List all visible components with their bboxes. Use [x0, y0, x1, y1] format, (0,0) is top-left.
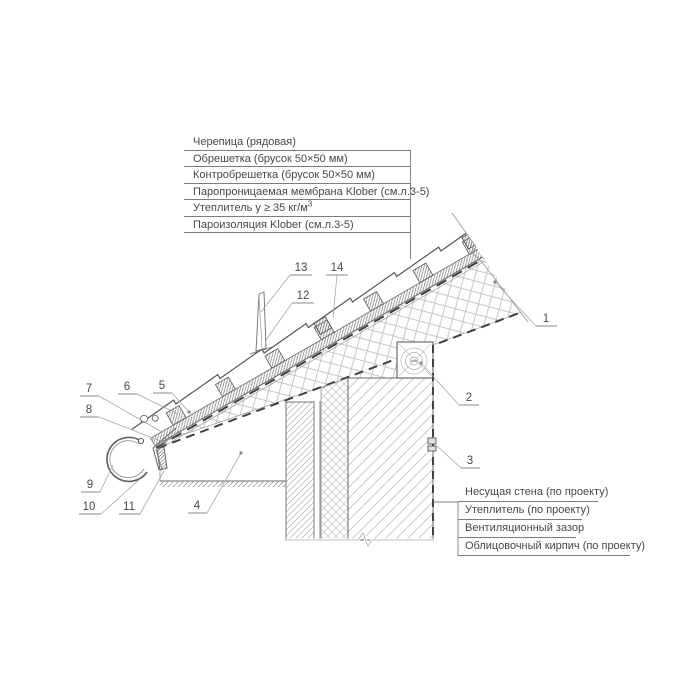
eave-assembly [107, 428, 286, 487]
legend-row-insulation: Утеплитель у ≥ 35 $кг/м^3$ [184, 200, 411, 217]
mauerlat-beam [397, 342, 433, 378]
legend-row-bearing-wall: Несущая стена (по проекту) [458, 484, 598, 502]
callout-8: 8 [85, 404, 93, 416]
gutter-bead [138, 438, 143, 443]
legend-roof-layers [184, 134, 430, 233]
legend-row-counter-battens: Контробрешетка (брусок 50×50 мм) [184, 167, 411, 184]
legend-row-facing-brick: Облицовочный кирпич (по проекту) [458, 538, 630, 556]
callout-13: 13 [294, 262, 308, 274]
callout-9: 9 [86, 479, 94, 491]
callout-10: 10 [82, 501, 96, 513]
callout-4: 4 [193, 500, 201, 512]
callout-14: 14 [330, 262, 344, 274]
legend-row-battens: Обрешетка (брусок 50×50 мм) [184, 151, 411, 168]
legend-row-wall-insulation: Утеплитель (по проекту) [458, 502, 582, 520]
legend-row-tiles: Черепица (рядовая) [184, 134, 411, 151]
holder-strip [250, 292, 272, 354]
callout-7: 7 [85, 383, 93, 395]
callout-3: 3 [466, 455, 474, 467]
legend-row-vapor-barrier: Пароизоляция Klober (см.л.3-5) [184, 217, 411, 234]
gutter-inner [110, 441, 144, 478]
callout-12: 12 [296, 290, 310, 302]
callout-5: 5 [158, 380, 166, 392]
facing-brick [286, 402, 314, 540]
callout-11: 11 [123, 501, 135, 513]
legend-wall-layers [458, 484, 646, 556]
callout-1: 1 [542, 313, 550, 325]
legend-row-vent-gap: Вентиляционный зазор [458, 520, 576, 538]
legend-row-membrane: Паропроницаемая мембрана Klober (см.л.3-5) [184, 184, 411, 201]
load-bearing-wall [348, 378, 433, 540]
wall-insulation [321, 378, 348, 540]
callout-6: 6 [123, 381, 131, 393]
tile-end-cap-1 [139, 414, 149, 424]
callout-2: 2 [465, 392, 473, 404]
